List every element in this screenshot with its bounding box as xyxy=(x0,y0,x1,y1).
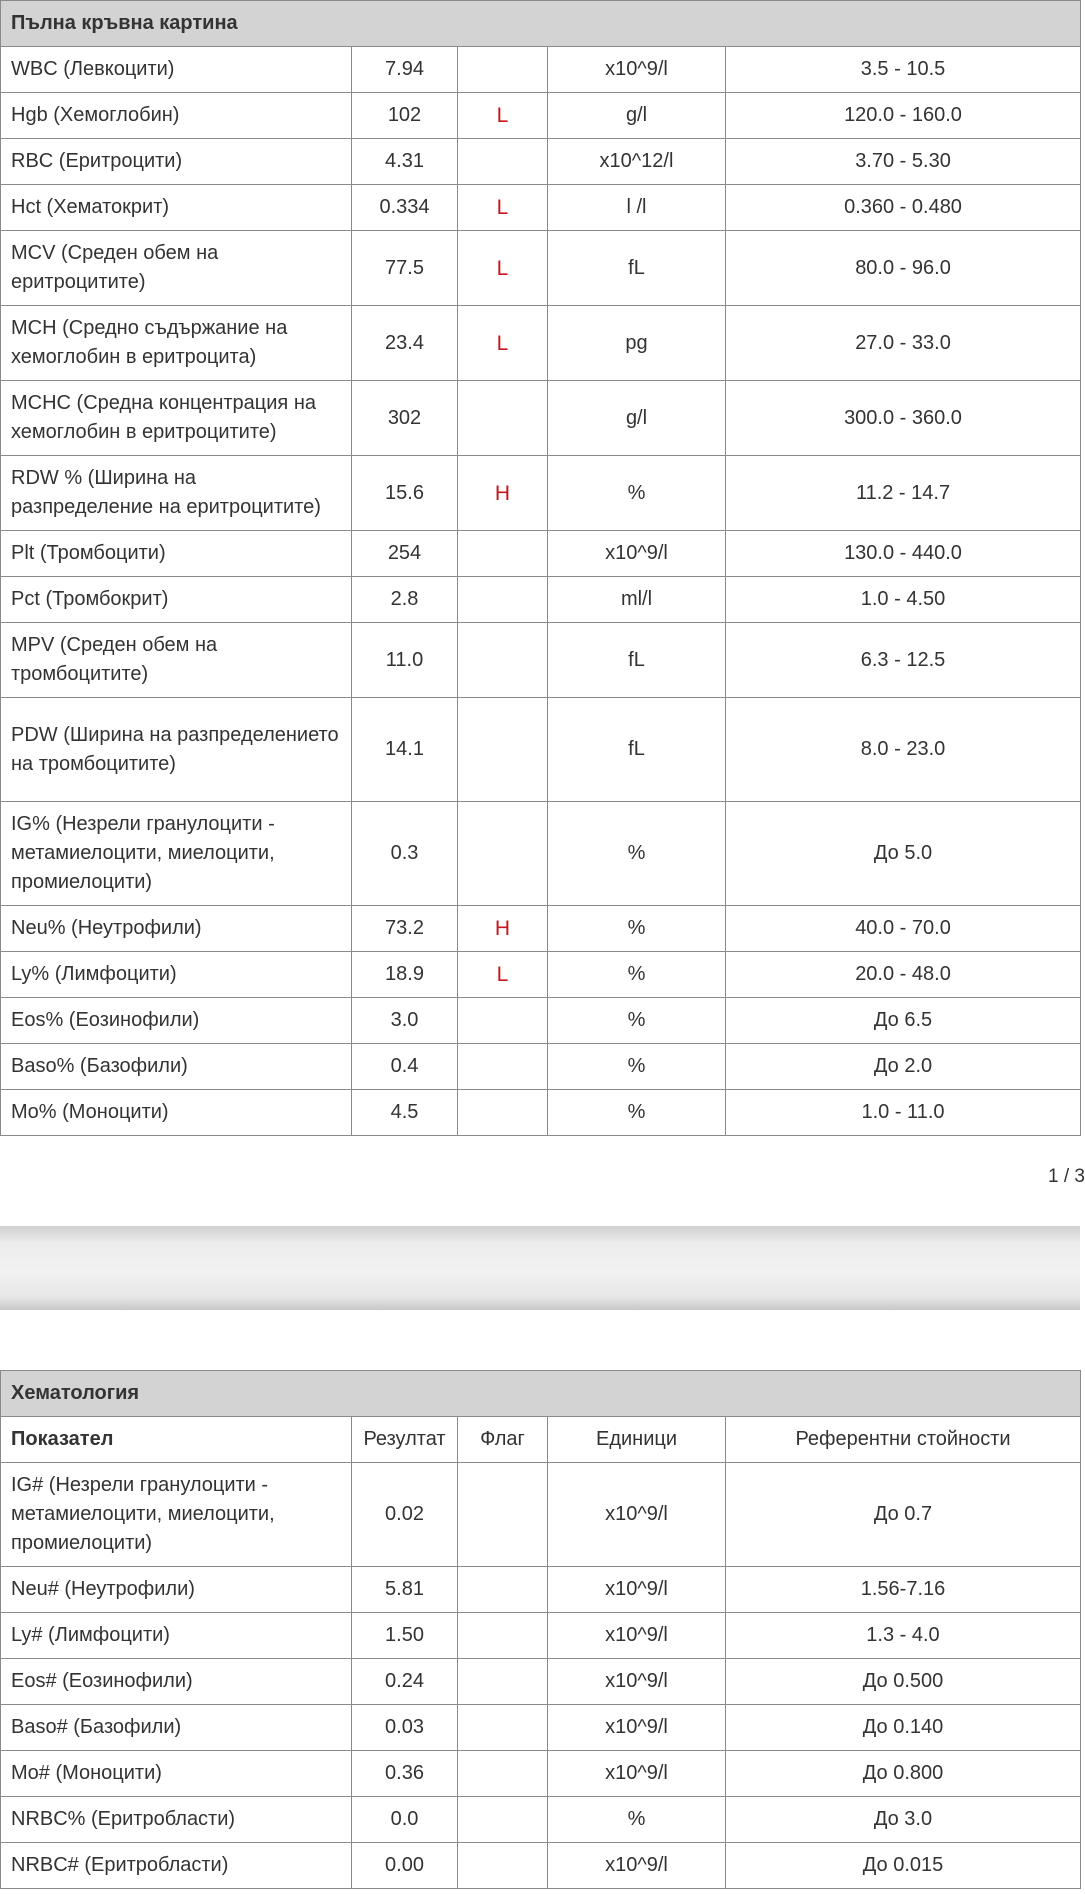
unit-value: % xyxy=(548,1090,726,1136)
table-row xyxy=(1,93,1081,139)
section-title: Хематология xyxy=(1,1371,1081,1417)
table-row xyxy=(1,306,1081,381)
result-value: 0.36 xyxy=(352,1751,458,1797)
reference-range: До 2.0 xyxy=(726,1044,1081,1090)
reference-range: До 0.140 xyxy=(726,1705,1081,1751)
unit-value: x10^9/l xyxy=(548,1567,726,1613)
reference-range: До 0.7 xyxy=(726,1463,1081,1567)
unit-value: x10^9/l xyxy=(548,1613,726,1659)
flag-value: H xyxy=(458,906,548,952)
unit-value: l /l xyxy=(548,185,726,231)
result-value: 4.5 xyxy=(352,1090,458,1136)
page-separator xyxy=(0,1226,1080,1310)
table-row xyxy=(1,456,1081,531)
reference-range: До 6.5 xyxy=(726,998,1081,1044)
reference-range: До 5.0 xyxy=(726,802,1081,906)
indicator-name: Ly# (Лимфоцити) xyxy=(1,1613,352,1659)
result-value: 7.94 xyxy=(352,47,458,93)
reference-range: До 0.500 xyxy=(726,1659,1081,1705)
indicator-name: MCV (Среден обем на еритроцитите) xyxy=(1,231,352,306)
reference-range: 1.0 - 4.50 xyxy=(726,577,1081,623)
hematology-table xyxy=(0,1370,1081,1889)
flag-value: L xyxy=(458,185,548,231)
reference-range: 130.0 - 440.0 xyxy=(726,531,1081,577)
result-value: 4.31 xyxy=(352,139,458,185)
result-value: 73.2 xyxy=(352,906,458,952)
indicator-name: NRBC% (Еритробласти) xyxy=(1,1797,352,1843)
result-value: 15.6 xyxy=(352,456,458,531)
table-row xyxy=(1,577,1081,623)
table-row xyxy=(1,906,1081,952)
unit-value: % xyxy=(548,952,726,998)
indicator-name: Mo# (Моноцити) xyxy=(1,1751,352,1797)
table-row xyxy=(1,1463,1081,1567)
unit-value: % xyxy=(548,802,726,906)
table-row xyxy=(1,998,1081,1044)
flag-value xyxy=(458,998,548,1044)
flag-value xyxy=(458,1613,548,1659)
table-row xyxy=(1,231,1081,306)
reference-range: До 0.800 xyxy=(726,1751,1081,1797)
reference-range: 300.0 - 360.0 xyxy=(726,381,1081,456)
table-row xyxy=(1,1090,1081,1136)
table-row xyxy=(1,623,1081,698)
flag-value xyxy=(458,47,548,93)
reference-range: До 3.0 xyxy=(726,1797,1081,1843)
flag-value xyxy=(458,1090,548,1136)
reference-range: 40.0 - 70.0 xyxy=(726,906,1081,952)
result-value: 254 xyxy=(352,531,458,577)
table-row xyxy=(1,952,1081,998)
reference-range: 11.2 - 14.7 xyxy=(726,456,1081,531)
result-value: 0.24 xyxy=(352,1659,458,1705)
table-row xyxy=(1,531,1081,577)
result-value: 1.50 xyxy=(352,1613,458,1659)
unit-value: fL xyxy=(548,623,726,698)
reference-range: 3.5 - 10.5 xyxy=(726,47,1081,93)
flag-value: L xyxy=(458,231,548,306)
unit-value: ml/l xyxy=(548,577,726,623)
result-value: 2.8 xyxy=(352,577,458,623)
indicator-name: Hgb (Хемоглобин) xyxy=(1,93,352,139)
flag-value: L xyxy=(458,952,548,998)
result-value: 77.5 xyxy=(352,231,458,306)
flag-value xyxy=(458,1705,548,1751)
flag-value xyxy=(458,531,548,577)
table-row xyxy=(1,1797,1081,1843)
reference-range: 80.0 - 96.0 xyxy=(726,231,1081,306)
flag-value xyxy=(458,1751,548,1797)
indicator-name: Pct (Тромбокрит) xyxy=(1,577,352,623)
table-row xyxy=(1,381,1081,456)
indicator-name: IG# (Незрели гранулоцити - метамиелоцити, миелоцити, промиелоцити) xyxy=(1,1463,352,1567)
unit-value: % xyxy=(548,998,726,1044)
result-value: 102 xyxy=(352,93,458,139)
unit-value: % xyxy=(548,1797,726,1843)
unit-value: % xyxy=(548,1044,726,1090)
flag-value xyxy=(458,1797,548,1843)
column-header-row xyxy=(1,1417,1081,1463)
reference-range: 20.0 - 48.0 xyxy=(726,952,1081,998)
result-value: 0.02 xyxy=(352,1463,458,1567)
indicator-name: MCH (Средно съдържание на хемоглобин в еритроцита) xyxy=(1,306,352,381)
reference-range: 1.0 - 11.0 xyxy=(726,1090,1081,1136)
result-value: 0.00 xyxy=(352,1843,458,1889)
indicator-name: Ly% (Лимфоцити) xyxy=(1,952,352,998)
unit-value: x10^9/l xyxy=(548,1705,726,1751)
unit-value: x10^9/l xyxy=(548,1659,726,1705)
page-number: 1 / 3 xyxy=(1048,1166,1085,1187)
unit-value: pg xyxy=(548,306,726,381)
indicator-name: Eos# (Еозинофили) xyxy=(1,1659,352,1705)
table-row xyxy=(1,47,1081,93)
result-value: 0.0 xyxy=(352,1797,458,1843)
header-units: Единици xyxy=(548,1417,726,1463)
indicator-name: Baso# (Базофили) xyxy=(1,1705,352,1751)
flag-value xyxy=(458,1843,548,1889)
section-header-row xyxy=(1,1,1081,47)
unit-value: x10^9/l xyxy=(548,1463,726,1567)
result-value: 3.0 xyxy=(352,998,458,1044)
result-value: 14.1 xyxy=(352,698,458,802)
flag-value xyxy=(458,1463,548,1567)
result-value: 0.03 xyxy=(352,1705,458,1751)
result-value: 0.334 xyxy=(352,185,458,231)
table-row xyxy=(1,1843,1081,1889)
unit-value: fL xyxy=(548,698,726,802)
unit-value: % xyxy=(548,906,726,952)
indicator-name: Neu% (Неутрофили) xyxy=(1,906,352,952)
reference-range: 1.56-7.16 xyxy=(726,1567,1081,1613)
reference-range: 120.0 - 160.0 xyxy=(726,93,1081,139)
section-title: Пълна кръвна картина xyxy=(1,1,1081,47)
unit-value: x10^12/l xyxy=(548,139,726,185)
unit-value: g/l xyxy=(548,93,726,139)
table-row xyxy=(1,1751,1081,1797)
indicator-name: Baso% (Базофили) xyxy=(1,1044,352,1090)
indicator-name: RDW % (Ширина на разпределение на еритроцитите) xyxy=(1,456,352,531)
flag-value xyxy=(458,698,548,802)
unit-value: x10^9/l xyxy=(548,1751,726,1797)
table-row xyxy=(1,1705,1081,1751)
indicator-name: Eos% (Еозинофили) xyxy=(1,998,352,1044)
header-reference: Референтни стойности xyxy=(726,1417,1081,1463)
result-value: 11.0 xyxy=(352,623,458,698)
flag-value: H xyxy=(458,456,548,531)
flag-value xyxy=(458,1659,548,1705)
reference-range: До 0.015 xyxy=(726,1843,1081,1889)
flag-value: L xyxy=(458,93,548,139)
unit-value: % xyxy=(548,456,726,531)
result-value: 302 xyxy=(352,381,458,456)
table-row xyxy=(1,1567,1081,1613)
table-row xyxy=(1,802,1081,906)
indicator-name: IG% (Незрели гранулоцити - метамиелоцити, миелоцити, промиелоцити) xyxy=(1,802,352,906)
indicator-name: Mo% (Моноцити) xyxy=(1,1090,352,1136)
indicator-name: PDW (Ширина на разпределението на тромбоцитите) xyxy=(1,698,352,802)
table-row xyxy=(1,185,1081,231)
flag-value xyxy=(458,577,548,623)
table-row xyxy=(1,1613,1081,1659)
reference-range: 8.0 - 23.0 xyxy=(726,698,1081,802)
indicator-name: NRBC# (Еритробласти) xyxy=(1,1843,352,1889)
table-row xyxy=(1,698,1081,802)
flag-value xyxy=(458,1044,548,1090)
table-row xyxy=(1,1659,1081,1705)
indicator-name: Plt (Тромбоцити) xyxy=(1,531,352,577)
flag-value xyxy=(458,1567,548,1613)
flag-value xyxy=(458,623,548,698)
table-row xyxy=(1,139,1081,185)
flag-value xyxy=(458,381,548,456)
reference-range: 6.3 - 12.5 xyxy=(726,623,1081,698)
flag-value xyxy=(458,802,548,906)
result-value: 18.9 xyxy=(352,952,458,998)
result-value: 23.4 xyxy=(352,306,458,381)
indicator-name: MPV (Среден обем на тромбоцитите) xyxy=(1,623,352,698)
section-header-row xyxy=(1,1371,1081,1417)
unit-value: fL xyxy=(548,231,726,306)
indicator-name: MCHC (Средна концентрация на хемоглобин в еритроцитите) xyxy=(1,381,352,456)
result-value: 0.3 xyxy=(352,802,458,906)
flag-value xyxy=(458,139,548,185)
reference-range: 0.360 - 0.480 xyxy=(726,185,1081,231)
unit-value: g/l xyxy=(548,381,726,456)
flag-value: L xyxy=(458,306,548,381)
result-value: 5.81 xyxy=(352,1567,458,1613)
indicator-name: WBC (Левкоцити) xyxy=(1,47,352,93)
reference-range: 27.0 - 33.0 xyxy=(726,306,1081,381)
header-flag: Флаг xyxy=(458,1417,548,1463)
unit-value: x10^9/l xyxy=(548,531,726,577)
header-result: Резултат xyxy=(352,1417,458,1463)
table-row xyxy=(1,1044,1081,1090)
result-value: 0.4 xyxy=(352,1044,458,1090)
header-indicator: Показател xyxy=(1,1417,352,1463)
indicator-name: Neu# (Неутрофили) xyxy=(1,1567,352,1613)
unit-value: x10^9/l xyxy=(548,1843,726,1889)
indicator-name: Hct (Хематокрит) xyxy=(1,185,352,231)
unit-value: x10^9/l xyxy=(548,47,726,93)
reference-range: 3.70 - 5.30 xyxy=(726,139,1081,185)
reference-range: 1.3 - 4.0 xyxy=(726,1613,1081,1659)
indicator-name: RBC (Еритроцити) xyxy=(1,139,352,185)
